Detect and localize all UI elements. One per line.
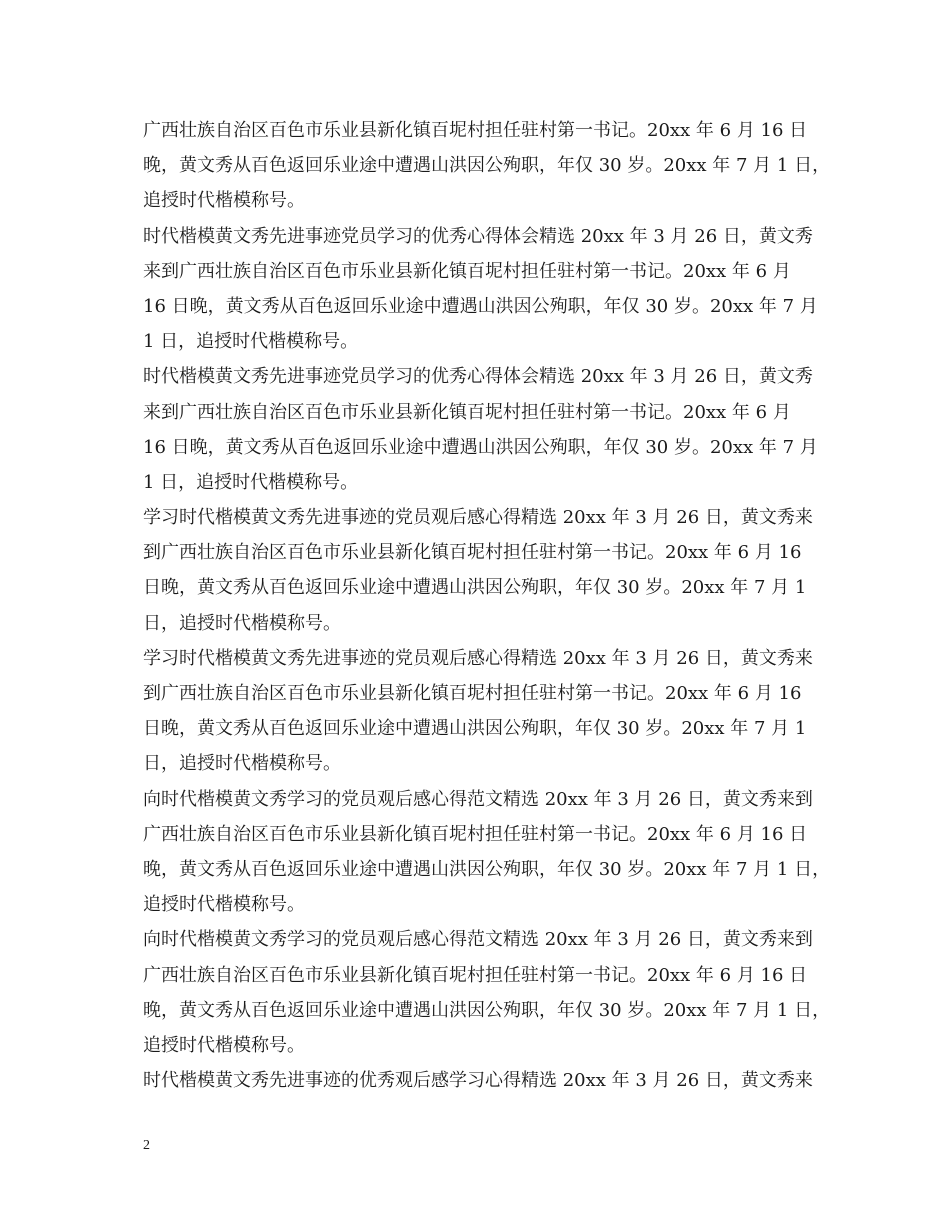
text-line: 来到广西壮族自治区百色市乐业县新化镇百坭村担任驻村第一书记。20xx 年 6 月	[143, 260, 791, 282]
page-number: 2	[143, 1138, 150, 1153]
text-line: 向时代楷模黄文秀学习的党员观后感心得范文精选 20xx 年 3 月 26 日，黄文秀来到	[143, 929, 813, 951]
text-line: 1 日，追授时代楷模称号。	[143, 471, 359, 493]
text-line: 学习时代楷模黄文秀先进事迹的党员观后感心得精选 20xx 年 3 月 26 日，黄文秀来	[143, 507, 813, 529]
text-line: 来到广西壮族自治区百色市乐业县新化镇百坭村担任驻村第一书记。20xx 年 6 月	[143, 401, 791, 423]
text-line: 时代楷模黄文秀先进事迹的优秀观后感学习心得精选 20xx 年 3 月 26 日，黄文秀来	[143, 1070, 813, 1092]
text-line: 日，追授时代楷模称号。	[143, 612, 341, 634]
text-line: 向时代楷模黄文秀学习的党员观后感心得范文精选 20xx 年 3 月 26 日，黄文秀来到	[143, 788, 813, 810]
text-line: 晚，黄文秀从百色返回乐业途中遭遇山洪因公殉职，年仅 30 岁。20xx 年 7 月 1 日，	[143, 858, 831, 880]
text-line: 追授时代楷模称号。	[143, 894, 305, 916]
text-line: 时代楷模黄文秀先进事迹党员学习的优秀心得体会精选 20xx 年 3 月 26 日，黄文秀	[143, 225, 813, 247]
text-line: 广西壮族自治区百色市乐业县新化镇百坭村担任驻村第一书记。20xx 年 6 月 16 日	[143, 823, 808, 845]
text-line: 追授时代楷模称号。	[143, 1034, 305, 1056]
text-line: 晚，黄文秀从百色返回乐业途中遭遇山洪因公殉职，年仅 30 岁。20xx 年 7 月 1 日，	[143, 155, 831, 177]
text-line: 1 日，追授时代楷模称号。	[143, 331, 359, 353]
text-line: 16 日晚，黄文秀从百色返回乐业途中遭遇山洪因公殉职，年仅 30 岁。20xx 年 7 月	[143, 295, 818, 317]
text-line: 广西壮族自治区百色市乐业县新化镇百坭村担任驻村第一书记。20xx 年 6 月 16 日	[143, 120, 808, 141]
text-line: 学习时代楷模黄文秀先进事迹的党员观后感心得精选 20xx 年 3 月 26 日，黄文秀来	[143, 647, 813, 669]
text-line: 广西壮族自治区百色市乐业县新化镇百坭村担任驻村第一书记。20xx 年 6 月 16 日	[143, 964, 808, 986]
text-line: 日晚，黄文秀从百色返回乐业途中遭遇山洪因公殉职，年仅 30 岁。20xx 年 7 月 1	[143, 718, 807, 740]
text-line: 追授时代楷模称号。	[143, 190, 305, 212]
text-line: 16 日晚，黄文秀从百色返回乐业途中遭遇山洪因公殉职，年仅 30 岁。20xx 年 7 月	[143, 436, 818, 458]
text-line: 时代楷模黄文秀先进事迹党员学习的优秀心得体会精选 20xx 年 3 月 26 日，黄文秀	[143, 366, 813, 388]
text-line: 日晚，黄文秀从百色返回乐业途中遭遇山洪因公殉职，年仅 30 岁。20xx 年 7 月 1	[143, 577, 807, 599]
text-line: 到广西壮族自治区百色市乐业县新化镇百坭村担任驻村第一书记。20xx 年 6 月 16	[143, 542, 802, 564]
text-line: 到广西壮族自治区百色市乐业县新化镇百坭村担任驻村第一书记。20xx 年 6 月 16	[143, 683, 802, 704]
text-line: 晚，黄文秀从百色返回乐业途中遭遇山洪因公殉职，年仅 30 岁。20xx 年 7 月 1 日，	[143, 999, 831, 1021]
text-line: 日，追授时代楷模称号。	[143, 753, 341, 775]
document-body	[143, 113, 833, 1098]
